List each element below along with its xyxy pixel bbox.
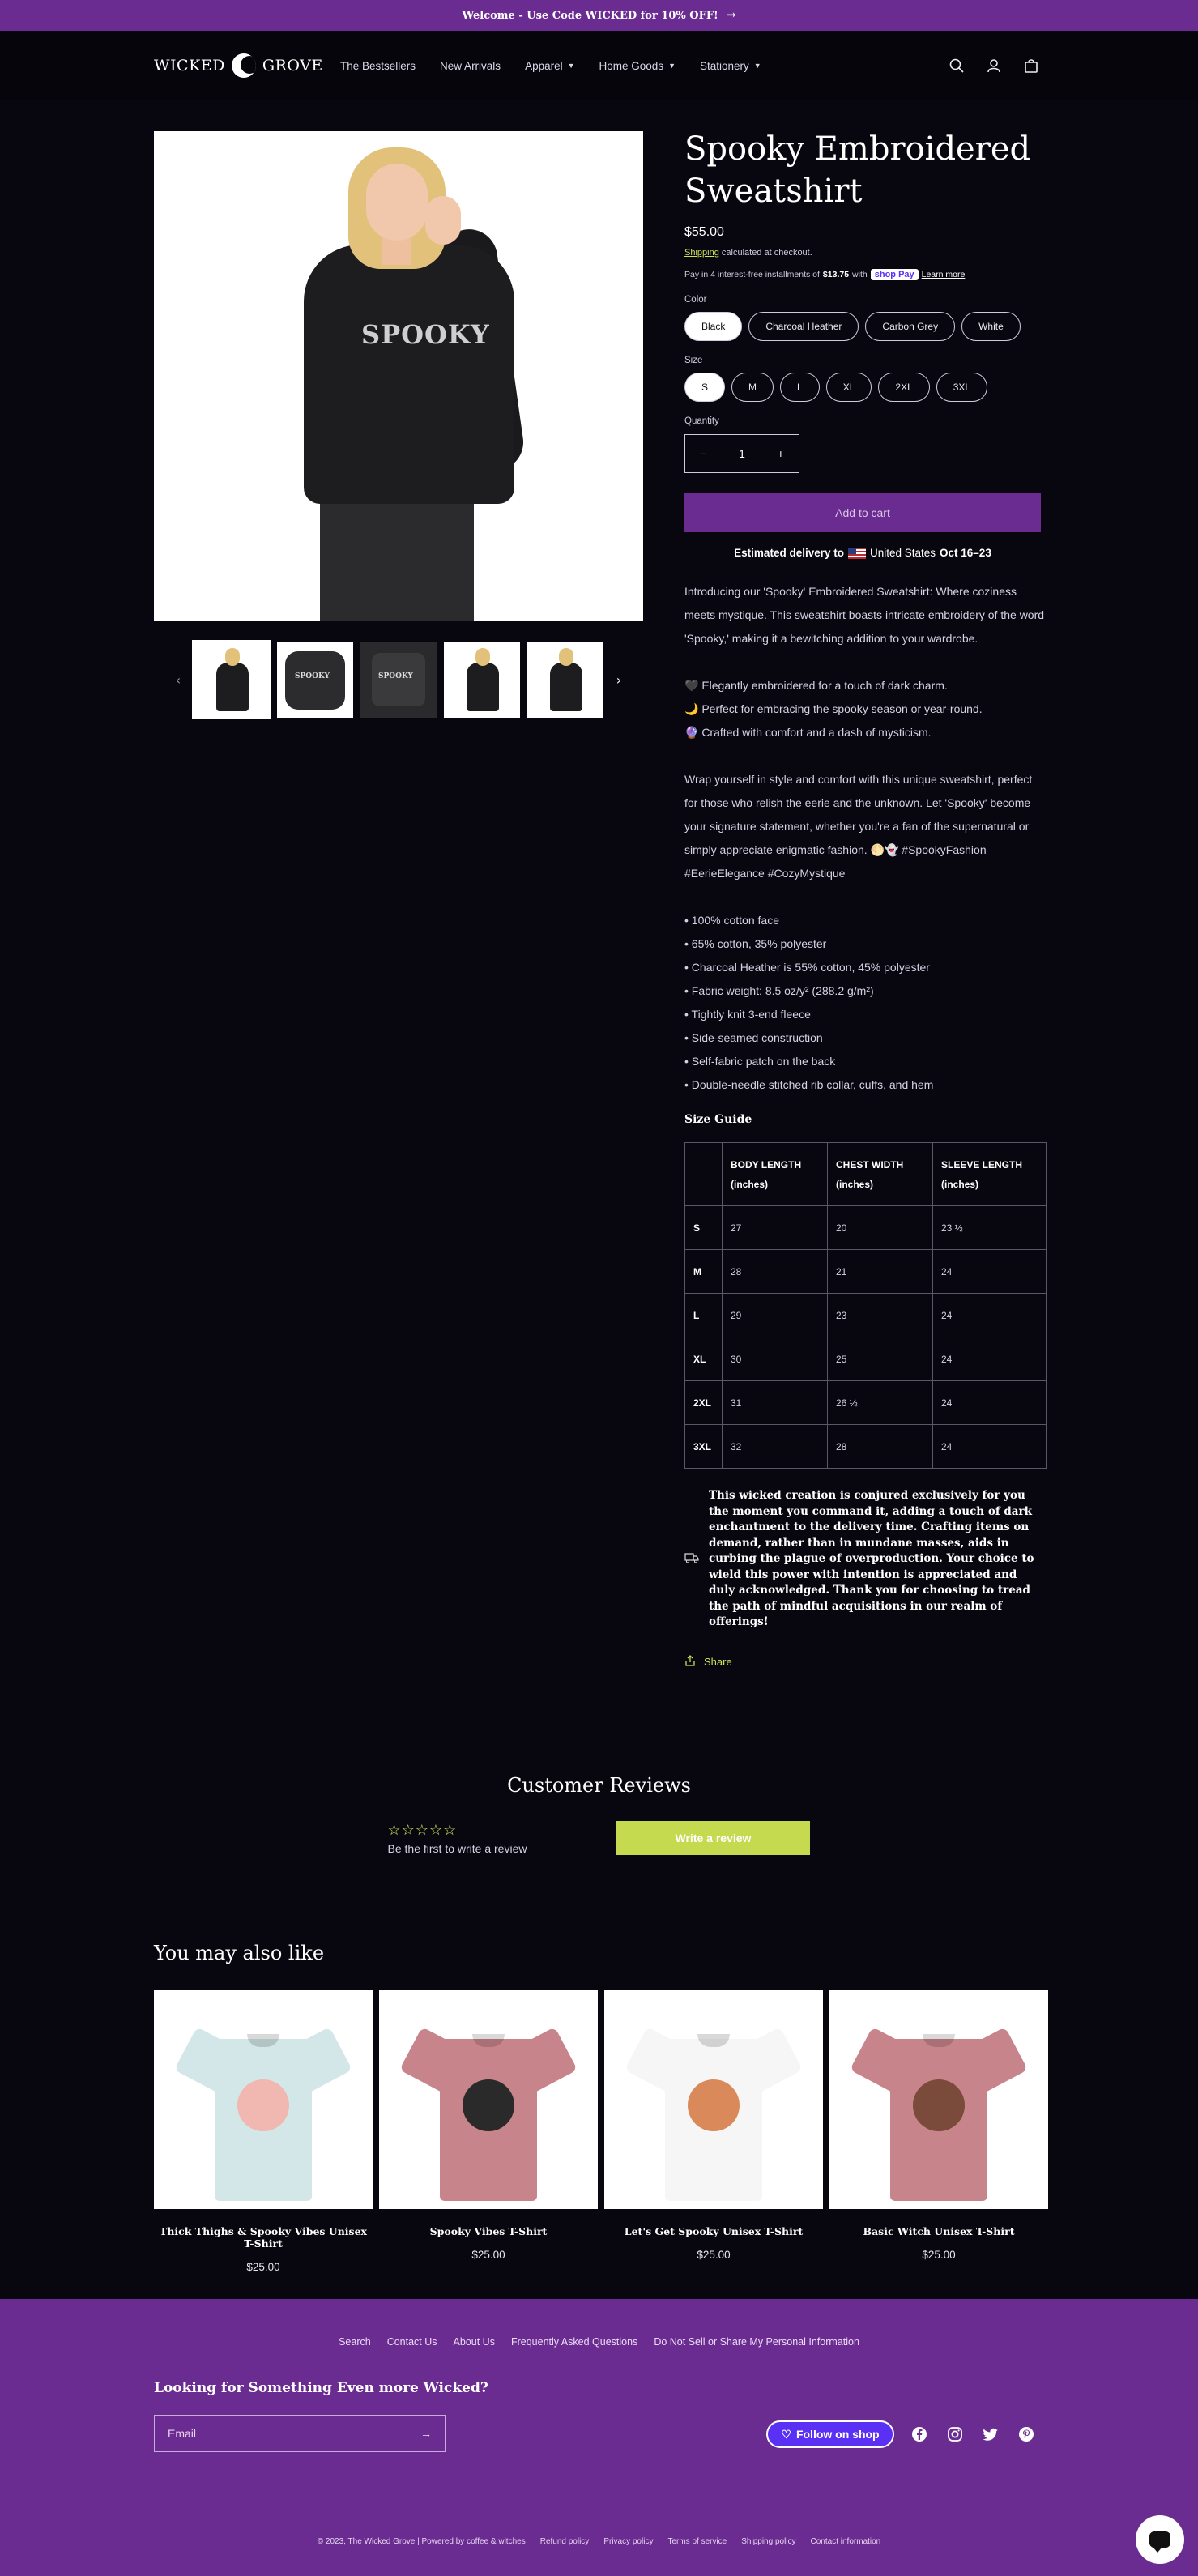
recommendations-heading: You may also like: [154, 1942, 325, 1964]
spec-item: • Double-needle stitched rib collar, cuffs, and hem: [684, 1078, 934, 1091]
increase-quantity-button[interactable]: +: [777, 447, 784, 460]
product-price: $55.00: [684, 225, 724, 239]
spec-list: [684, 909, 1045, 1097]
thumbnail[interactable]: [360, 642, 437, 718]
reviews-empty-text: Be the first to write a review: [387, 1841, 527, 1855]
delivery-prefix: Estimated delivery to: [734, 547, 844, 559]
reviews-heading: Customer Reviews: [507, 1774, 691, 1797]
feature-item: 🔮 Crafted with comfort and a dash of mysticism.: [684, 726, 932, 739]
table-cell: 21: [828, 1250, 933, 1294]
product-card-image[interactable]: [154, 1990, 373, 2209]
size-option-m[interactable]: M: [731, 373, 774, 402]
spec-item: • Tightly knit 3-end fleece: [684, 1008, 811, 1021]
table-cell: 28: [828, 1425, 933, 1469]
site-header: [0, 31, 1198, 100]
nav-label: New Arrivals: [440, 59, 501, 72]
table-cell: 24: [933, 1425, 1047, 1469]
search-icon[interactable]: [948, 57, 966, 75]
nav-item-apparel[interactable]: [525, 60, 574, 72]
logo-text-left: WICKED: [154, 57, 225, 75]
product-info: [684, 128, 1045, 1669]
size-guide-heading: Size Guide: [684, 1113, 752, 1126]
shipping-note: [684, 248, 1045, 258]
thumbnail-strip: [154, 642, 643, 718]
product-card-title[interactable]: Let's Get Spooky Unisex T-Shirt: [624, 2225, 804, 2237]
size-options: [684, 373, 1045, 402]
star-rating-icon: ☆☆☆☆☆: [387, 1821, 458, 1839]
footer-bottom: [0, 2537, 1198, 2546]
table-row: [685, 1337, 1047, 1381]
installments-amount: $13.75: [822, 270, 850, 279]
announcement-text: Welcome - Use Code WICKED for 10% OFF!: [462, 9, 718, 22]
sweatshirt: [304, 245, 514, 504]
table-cell: 30: [723, 1337, 828, 1381]
arrow-right-icon[interactable]: →: [420, 2427, 432, 2440]
color-label: Color: [684, 295, 707, 305]
product-main-image[interactable]: [154, 131, 643, 621]
logo[interactable]: [154, 53, 340, 78]
spec-item: • 100% cotton face: [684, 914, 779, 927]
footer-link-search[interactable]: Search: [339, 2336, 371, 2348]
policy-link[interactable]: Shipping policy: [741, 2537, 796, 2546]
product-card[interactable]: [154, 1990, 373, 2273]
table-cell: 26 ½: [828, 1381, 933, 1425]
description-wrap: Wrap yourself in style and comfort with this unique sweatshirt, perfect for those who relish the eerie and the unknown. Let 'Spooky' become your signature statement, whether you're a fan of the supernatural or simply appreciate enigmatic fashion. 🌕👻 #SpookyFashion #EerieElegance #CozyMystique: [684, 773, 1033, 880]
table-cell: 32: [723, 1425, 828, 1469]
shipping-note-text: calculated at checkout.: [721, 248, 812, 258]
table-cell: M: [685, 1250, 723, 1294]
pinterest-icon[interactable]: [1017, 2425, 1035, 2443]
share-icon: [684, 1655, 696, 1669]
chat-launcher-button[interactable]: [1136, 2515, 1184, 2564]
share-label: Share: [704, 1655, 732, 1668]
product-card-price: $25.00: [246, 2261, 280, 2273]
recommendations: [154, 1942, 1045, 2273]
feature-list: [684, 674, 1045, 744]
table-cell: 2XL: [685, 1381, 723, 1425]
newsletter-heading: Looking for Something Even more Wicked?: [154, 2380, 488, 2396]
thumbnail[interactable]: [277, 642, 353, 718]
spec-item: • Side-seamed construction: [684, 1031, 823, 1044]
footer-links: [0, 2336, 1198, 2348]
installments-banner: [684, 269, 1045, 280]
newsletter-email-input[interactable]: [154, 2415, 446, 2452]
model-face: [366, 164, 428, 241]
product-card-image[interactable]: [604, 1990, 823, 2209]
nav-label: Stationery: [700, 59, 749, 72]
description-intro: Introducing our 'Spooky' Embroidered Sweatshirt: Where coziness meets mystique. This sweatshirt boasts intricate embroidery of the word 'Spooky,' making it a bewitching addition to your wardrobe.: [684, 585, 1045, 645]
table-cell: 27: [723, 1206, 828, 1250]
learn-more-link[interactable]: Learn more: [921, 270, 966, 279]
table-row: [685, 1381, 1047, 1425]
color-option-white[interactable]: White: [961, 312, 1021, 341]
size-guide-table: [684, 1142, 1047, 1469]
nav-label: The Bestsellers: [340, 59, 416, 72]
product-card[interactable]: [604, 1990, 823, 2273]
color-option-carbon-grey[interactable]: Carbon Grey: [865, 312, 955, 341]
table-row: [685, 1206, 1047, 1250]
table-row: [685, 1250, 1047, 1294]
table-header-row: [685, 1143, 1047, 1206]
table-cell: 24: [933, 1250, 1047, 1294]
product-card[interactable]: [829, 1990, 1048, 2273]
reviews-summary: [0, 1821, 1198, 1855]
follow-on-shop-button[interactable]: [766, 2420, 894, 2448]
color-option-black[interactable]: Black: [684, 312, 742, 341]
footer-link-about[interactable]: About Us: [453, 2336, 495, 2348]
feature-item: 🌙 Perfect for embracing the spooky season or year-round.: [684, 702, 983, 715]
thumb-next-icon[interactable]: ›: [616, 672, 622, 688]
reviews-rating: [388, 1822, 527, 1855]
policy-link[interactable]: Contact information: [810, 2537, 881, 2546]
nav-item-home-goods[interactable]: [599, 60, 676, 72]
footer-link-faq[interactable]: Frequently Asked Questions: [510, 2336, 638, 2348]
made-to-order-text: This wicked creation is conjured exclusively for you the moment you command it, adding a touch of dark enchantment to the delivery time. Crafting items on demand, rather than in mundane masses, aids in curbing the plague of overproduction. Your choice to wield this power with intention is appreciated and duly acknowledged. Thank you for choosing to tread the path of mindful acquisitions in our realm of offerings!: [709, 1489, 1034, 1628]
table-cell: 29: [723, 1294, 828, 1337]
product-card-image[interactable]: [829, 1990, 1048, 2209]
email-placeholder: Email: [168, 2427, 197, 2440]
spec-item: • 65% cotton, 35% polyester: [684, 937, 827, 950]
table-cell: 25: [828, 1337, 933, 1381]
product-title: Spooky Embroidered Sweatshirt: [684, 130, 1031, 210]
thumb-prev-icon[interactable]: ‹: [175, 672, 181, 688]
nav-label: Apparel: [525, 59, 563, 72]
delivery-dates: Oct 16–23: [940, 547, 991, 559]
product-description: [684, 580, 1045, 1097]
product-card-price: $25.00: [922, 2249, 956, 2261]
nav-label: Home Goods: [599, 59, 664, 72]
table-cell: 31: [723, 1381, 828, 1425]
installments-text: Pay in 4 interest-free installments of: [684, 270, 820, 279]
product-card-price: $25.00: [697, 2249, 731, 2261]
thumbnail[interactable]: [444, 642, 520, 718]
twitter-icon[interactable]: [982, 2425, 1000, 2443]
instagram-icon[interactable]: [946, 2425, 964, 2443]
chat-icon: [1149, 2531, 1170, 2548]
table-cell: 24: [933, 1337, 1047, 1381]
feature-item: 🖤 Elegantly embroidered for a touch of dark charm.: [684, 679, 948, 692]
size-option-2xl[interactable]: 2XL: [878, 373, 929, 402]
table-header: SLEEVE LENGTH (inches): [933, 1143, 1047, 1206]
chevron-down-icon: ▼: [668, 62, 676, 70]
social-links: [910, 2420, 1035, 2448]
table-cell: 20: [828, 1206, 933, 1250]
installments-with: with: [852, 270, 868, 279]
table-cell: XL: [685, 1337, 723, 1381]
product-card-image[interactable]: [379, 1990, 598, 2209]
share-button[interactable]: [684, 1655, 1045, 1669]
estimated-delivery: [684, 547, 1041, 559]
copyright-text: © 2023, The Wicked Grove | Powered by coffee & witches: [317, 2537, 526, 2546]
add-to-cart-button[interactable]: Add to cart: [684, 493, 1041, 532]
facebook-icon[interactable]: [910, 2425, 928, 2443]
product-card-title[interactable]: Thick Thighs & Spooky Vibes Unisex T-Shirt: [160, 2225, 367, 2250]
policy-link[interactable]: Refund policy: [539, 2537, 590, 2546]
size-label: Size: [684, 356, 703, 365]
main-nav: [340, 60, 761, 72]
footer-link-do-not-sell[interactable]: Do Not Sell or Share My Personal Information: [654, 2336, 859, 2348]
policy-link[interactable]: Terms of service: [667, 2537, 727, 2546]
delivery-country: United States: [869, 547, 936, 559]
table-row: [685, 1425, 1047, 1469]
logo-text-right: GROVE: [262, 57, 323, 75]
truck-icon: [684, 1550, 697, 1567]
announcement-bar[interactable]: [0, 0, 1198, 31]
spec-item: • Charcoal Heather is 55% cotton, 45% polyester: [684, 961, 930, 974]
nav-item-stationery[interactable]: [700, 60, 761, 72]
size-option-s[interactable]: S: [684, 373, 725, 402]
shop-pay-logo: shop Pay: [871, 269, 919, 280]
quantity-label: Quantity: [684, 416, 719, 426]
nav-item-new-arrivals[interactable]: [440, 60, 501, 72]
decrease-quantity-button[interactable]: −: [700, 447, 707, 460]
thumb-word: SPOOKY: [295, 672, 330, 680]
table-header: BODY LENGTH (inches): [723, 1143, 828, 1206]
spec-item: • Fabric weight: 8.5 oz/y² (288.2 g/m²): [684, 984, 874, 997]
footer-link-contact[interactable]: Contact Us: [386, 2336, 437, 2348]
table-row: [685, 1294, 1047, 1337]
size-option-xl[interactable]: XL: [826, 373, 872, 402]
customer-reviews: [0, 1774, 1198, 1855]
chevron-down-icon: ▼: [567, 62, 575, 70]
table-cell: 3XL: [685, 1425, 723, 1469]
table-cell: S: [685, 1206, 723, 1250]
table-cell: 24: [933, 1381, 1047, 1425]
thumb-word: SPOOKY: [378, 672, 413, 680]
table-cell: 23: [828, 1294, 933, 1337]
cart-icon[interactable]: [1022, 57, 1040, 75]
table-cell: 24: [933, 1294, 1047, 1337]
shipping-link[interactable]: Shipping: [684, 248, 719, 258]
table-cell: 23 ½: [933, 1206, 1047, 1250]
thumbnail[interactable]: [194, 642, 270, 718]
chevron-down-icon: ▼: [753, 62, 761, 70]
spec-item: • Self-fabric patch on the back: [684, 1055, 836, 1068]
product-card-title[interactable]: Spooky Vibes T-Shirt: [429, 2225, 548, 2237]
color-option-charcoal-heather[interactable]: Charcoal Heather: [748, 312, 859, 341]
size-option-l[interactable]: L: [780, 373, 820, 402]
arrow-right-icon: →: [726, 9, 736, 22]
header-icons: [948, 31, 1040, 100]
follow-label: Follow on shop: [795, 2428, 880, 2441]
table-cell: L: [685, 1294, 723, 1337]
product-card-title[interactable]: Basic Witch Unisex T-Shirt: [863, 2225, 1015, 2237]
write-review-button[interactable]: Write a review: [616, 1821, 810, 1855]
model-hand: [425, 196, 461, 245]
model-legs: [320, 500, 474, 621]
nav-item-bestsellers[interactable]: [340, 60, 416, 72]
size-option-3xl[interactable]: 3XL: [936, 373, 987, 402]
moon-icon: [232, 53, 256, 78]
site-footer: [0, 2299, 1198, 2576]
embroidered-text: SPOOKY: [361, 319, 490, 350]
policy-link[interactable]: Privacy policy: [603, 2537, 654, 2546]
table-header: [685, 1143, 723, 1206]
us-flag-icon: [848, 548, 866, 559]
table-header: CHEST WIDTH (inches): [828, 1143, 933, 1206]
color-options: [684, 312, 1045, 341]
quantity-stepper: [684, 434, 799, 473]
heart-icon: ♡: [781, 2427, 791, 2441]
quantity-value[interactable]: 1: [739, 447, 745, 460]
account-icon[interactable]: [985, 57, 1003, 75]
product-card-price: $25.00: [471, 2249, 505, 2261]
product-gallery: [154, 131, 643, 718]
table-cell: 28: [723, 1250, 828, 1294]
thumbnail[interactable]: [527, 642, 603, 718]
product-card[interactable]: [379, 1990, 598, 2273]
product-grid: [154, 1990, 1045, 2273]
made-to-order-note: [684, 1488, 1045, 1631]
